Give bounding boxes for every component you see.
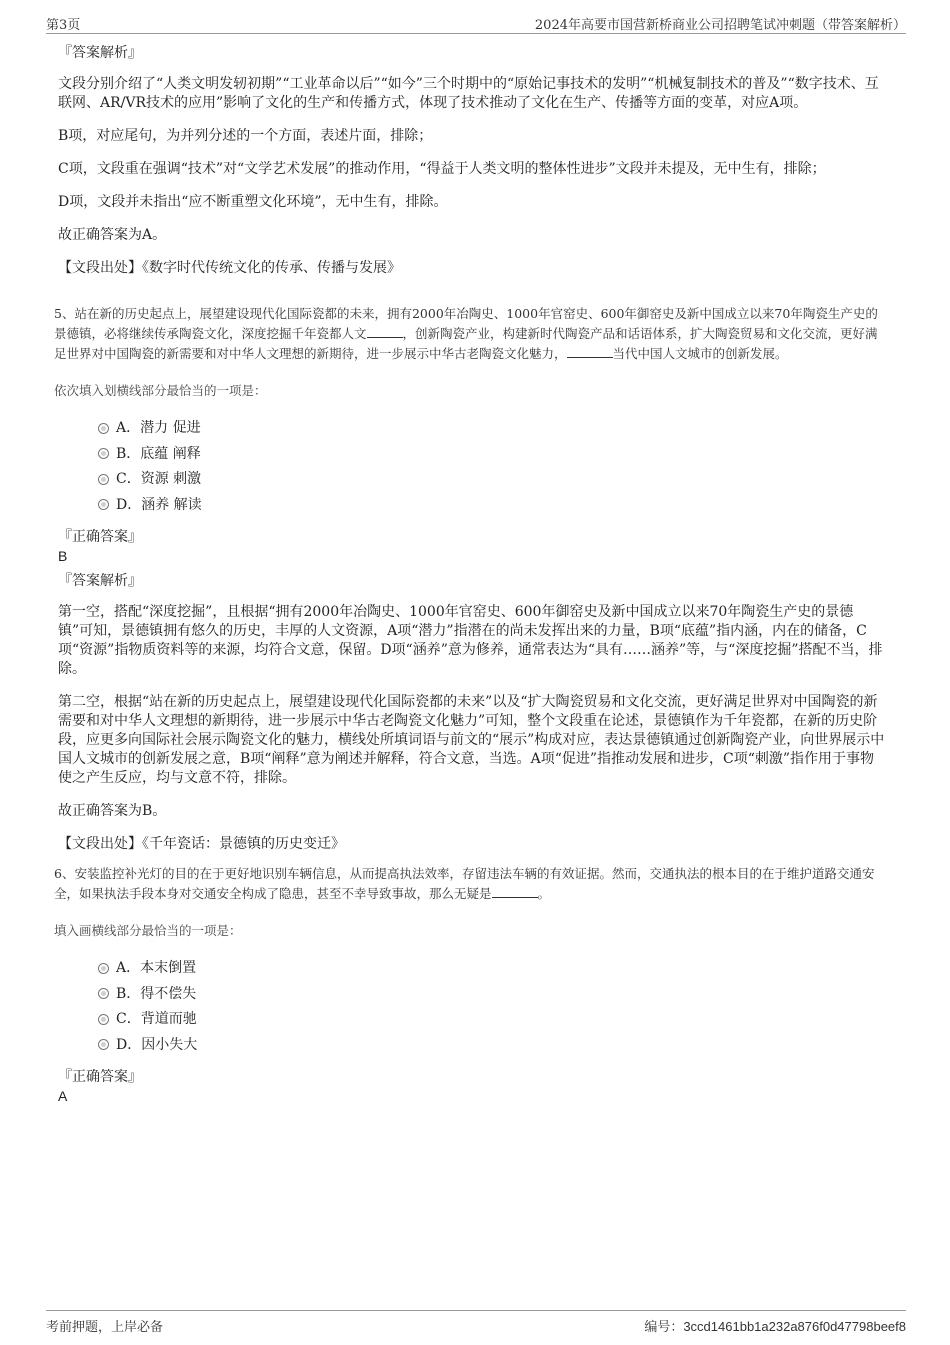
- option-letter: C．: [116, 471, 141, 487]
- option-text: 潜力 促进: [140, 420, 201, 436]
- option-letter: D．: [116, 496, 142, 513]
- question-6-options: [98, 958, 888, 1060]
- radio-icon[interactable]: [98, 963, 109, 974]
- analysis-conclusion: 故正确答案为A。: [58, 227, 167, 243]
- question-5-options: [98, 418, 888, 520]
- code-value: 3ccd1461bb1a232a876f0d47798beef8: [683, 1319, 906, 1334]
- analysis-paragraph: D项，文段并未指出“应不断重塑文化环境”，无中生有，排除。: [58, 194, 448, 210]
- stem-text: 6、安装监控补光灯的目的在于更好地识别车辆信息，从而提高执法效率，存留违法车辆的有效证据。然而，交通执法的根本目的在于维护道路交通安全，如果执法手段本身对交通安全构成了隐患，甚至不幸导致事故，那么无疑是: [54, 866, 875, 901]
- document-code: [644, 1316, 906, 1335]
- page-header: [46, 13, 906, 34]
- stem-text: 当代中国人文城市的创新发展。: [612, 346, 788, 361]
- option-letter: B．: [116, 445, 141, 462]
- blank-line: [367, 324, 403, 338]
- source-citation: 【文段出处】《数字时代传统文化的传承、传播与发展》: [58, 260, 401, 276]
- option-a[interactable]: [98, 958, 888, 984]
- page-footer: [46, 1310, 906, 1333]
- correct-answer-label: 『正确答案』: [58, 529, 142, 545]
- document-title: 2024年高要市国营新桥商业公司招聘笔试冲刺题（带答案解析）: [534, 18, 906, 33]
- option-text: 因小失大: [141, 1036, 198, 1053]
- option-letter: A．: [116, 420, 141, 436]
- blank-line: [567, 344, 613, 358]
- analysis-paragraph: B项，对应尾句，为并列分述的一个方面，表述片面，排除；: [58, 128, 433, 144]
- analysis-conclusion: 故正确答案为B。: [58, 803, 167, 819]
- option-b[interactable]: [98, 444, 888, 470]
- correct-answer-value: A: [58, 1088, 68, 1104]
- question-6-stem: [54, 864, 888, 904]
- analysis-paragraph: C项，文段重在强调“技术”对“文学艺术发展”的推动作用，“得益于人类文明的整体性进步”文段并未提及，无中生有，排除；: [58, 161, 826, 177]
- radio-icon[interactable]: [98, 499, 109, 510]
- page-number: 第3页: [46, 18, 81, 33]
- radio-icon[interactable]: [98, 1039, 109, 1050]
- option-letter: A．: [116, 960, 141, 976]
- radio-icon[interactable]: [98, 423, 109, 434]
- option-letter: B．: [116, 985, 141, 1002]
- stem-text: 5、站在新的历史起点上，展望建设现代化国际瓷都的未来，拥有2000年冶陶史、1000年官窑史、600年御窑史及新中国成立以来70年陶瓷生产史的景德镇，必将继续传承陶瓷文化，深度挖掘千年瓷都人文: [54, 306, 878, 341]
- radio-icon[interactable]: [98, 1014, 109, 1025]
- option-b[interactable]: [98, 984, 888, 1010]
- option-d[interactable]: [98, 1035, 888, 1061]
- source-citation: 【文段出处】《千年瓷话：景德镇的历史变迁》: [58, 836, 345, 852]
- question-6-prompt: 填入画横线部分最恰当的一项是：: [54, 923, 242, 938]
- option-text: 涵养 解读: [141, 496, 202, 513]
- stem-text: ，创新陶瓷产业，构建新时代陶瓷产品和话语体系，扩大陶瓷贸易和文化交流，更好满足世界对中国陶瓷的新需要和对中华人文理想的新期待，进一步展示中华古老陶瓷文化魅力，: [54, 326, 878, 361]
- option-text: 资源 刺激: [140, 471, 202, 487]
- question-5-stem: [54, 304, 888, 364]
- option-letter: C．: [116, 1011, 141, 1027]
- option-text: 底蕴 阐释: [140, 445, 201, 462]
- option-letter: D．: [116, 1036, 142, 1053]
- code-label: 编号：: [644, 1320, 684, 1335]
- blank-line: [492, 884, 538, 898]
- option-d[interactable]: [98, 495, 888, 521]
- analysis-paragraph: 第一空，搭配“深度挖掘”，且根据“拥有2000年冶陶史、1000年官窑史、600年御窑史及新中国成立以来70年陶瓷生产史的景德镇”可知，景德镇拥有悠久的历史，丰厚的人文资源，A项“潜力”指潜在的尚未发挥出来的力量，B项“底蕴”指内涵，内在的储备，C项“资源”指物质资料等的来源，均符合文意，保留。D项“涵养”意为修养，通常表达为“具有……涵养”等，与“深度挖掘”搭配不当，排除。: [58, 604, 883, 677]
- analysis-paragraph: 文段分别介绍了“人类文明发轫初期”“工业革命以后”“如今”三个时期中的“原始记事技术的发明”“机械复制技术的普及”“数字技术、互联网、AR/VR技术的应用”影响了文化的生产和传播方式，体现了技术推动了文化在生产、传播等方面的变革，对应A项。: [58, 76, 879, 111]
- page-content: [54, 44, 888, 1112]
- analysis-label: 『答案解析』: [58, 573, 142, 589]
- analysis-paragraph: 第二空，根据“站在新的历史起点上，展望建设现代化国际瓷都的未来”以及“扩大陶瓷贸易和文化交流，更好满足世界对中国陶瓷的新需要和对中华人文理想的新期待，进一步展示中华古老陶瓷文化魅力”可知，整个文段重在论述，景德镇作为千年瓷都，在新的历史阶段，应更多向国际社会展示陶瓷文化的魅力，横线处所填词语与前文的“展示”构成对应，表达景德镇通过创新陶瓷产业，向世界展示中国人文城市的创新发展之意，B项“阐释”意为阐述并解释，符合文意，当选。A项“促进”指推动发展和进步，C项“刺激”指作用于事物使之产生反应，均与文意不符，排除。: [58, 694, 885, 786]
- footer-slogan: 考前押题，上岸必备: [46, 1320, 164, 1335]
- option-text: 得不偿失: [140, 985, 197, 1002]
- option-c[interactable]: [98, 469, 888, 495]
- analysis-label: 『答案解析』: [58, 45, 142, 61]
- radio-icon[interactable]: [98, 988, 109, 999]
- stem-text: 。: [537, 886, 551, 901]
- radio-icon[interactable]: [98, 448, 109, 459]
- question-5-prompt: 依次填入划横线部分最恰当的一项是：: [54, 383, 267, 398]
- option-text: 本末倒置: [140, 960, 197, 976]
- option-a[interactable]: [98, 418, 888, 444]
- radio-icon[interactable]: [98, 474, 109, 485]
- option-c[interactable]: [98, 1009, 888, 1035]
- correct-answer-value: B: [58, 548, 68, 564]
- option-text: 背道而驰: [140, 1011, 197, 1027]
- correct-answer-label: 『正确答案』: [58, 1069, 142, 1085]
